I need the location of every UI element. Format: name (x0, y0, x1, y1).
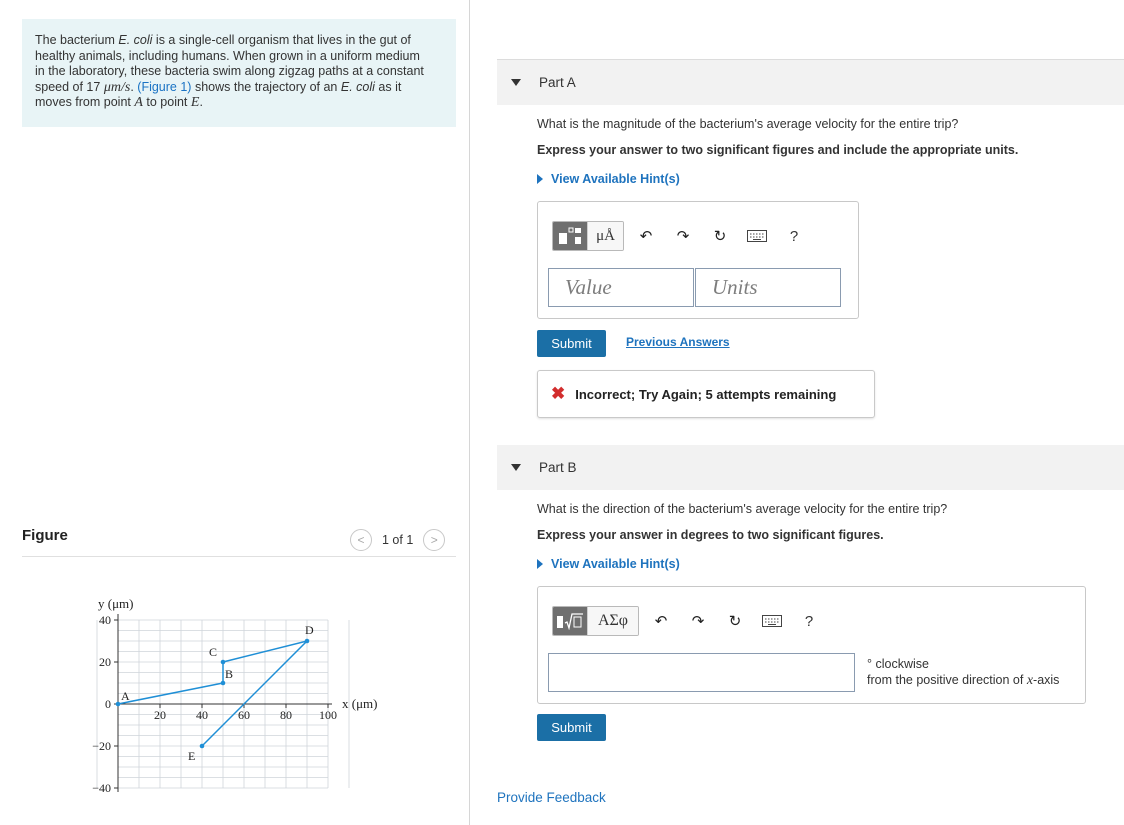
part-a-hint-link[interactable]: View Available Hint(s) (537, 172, 680, 186)
figure-pager (350, 529, 445, 551)
part-b-toolbar (552, 606, 824, 636)
x-tick-label: 80 (280, 708, 292, 722)
part-b-header[interactable] (497, 445, 1124, 490)
part-a-instruction: Express your answer to two significant figures and include the appropriate units. (537, 143, 1019, 157)
prev-figure-button[interactable] (350, 529, 372, 551)
organism-name: E. coli (118, 33, 153, 47)
part-b-submit-button[interactable]: Submit (537, 714, 606, 741)
x-tick-label: 60 (238, 708, 250, 722)
keyboard-icon[interactable] (757, 606, 787, 636)
part-a-question: What is the magnitude of the bacterium's average velocity for the entire trip? (537, 117, 959, 131)
caret-right-icon (537, 174, 543, 184)
provide-feedback-link[interactable]: Provide Feedback (497, 790, 606, 805)
caret-down-icon (511, 79, 521, 86)
intro-line-5: moves from point A to point E. (35, 95, 203, 111)
y-tick-label: 20 (99, 655, 111, 669)
units-symbol-button[interactable]: μÅ (588, 222, 623, 250)
speed-unit: μm/s (103, 79, 131, 95)
feedback-message: Incorrect; Try Again; 5 attempts remaining (575, 386, 837, 402)
value-input[interactable]: Value (548, 268, 694, 307)
chevron-right-icon: > (430, 533, 438, 547)
redo-icon[interactable]: ↷ (676, 228, 690, 245)
trajectory-points (116, 623, 314, 763)
previous-answers-link[interactable]: Previous Answers (626, 335, 730, 349)
part-a-title: Part A (539, 75, 576, 90)
part-b-title: Part B (539, 460, 577, 475)
reset-icon[interactable]: ↻ (713, 228, 727, 245)
caret-right-icon (537, 559, 543, 569)
y-tick-label: 40 (99, 613, 111, 627)
intro-line-2: healthy animals, including humans. When grown in a uniform medium (35, 48, 420, 63)
x-tick-label: 100 (319, 708, 337, 722)
greek-symbols-button[interactable]: ΑΣφ (588, 607, 638, 635)
y-tick-label: 0 (105, 697, 111, 711)
keyboard-icon[interactable] (742, 221, 772, 251)
problem-intro (22, 19, 456, 127)
figure-heading: Figure (22, 527, 68, 544)
point-a-label: A (121, 689, 130, 703)
direction-unit-note (867, 656, 1059, 689)
figure-link[interactable]: (Figure 1) (137, 79, 192, 94)
part-b-instruction: Express your answer in degrees to two significant figures. (537, 528, 884, 542)
part-a-toolbar (552, 221, 809, 251)
x-tick-label: 20 (154, 708, 166, 722)
y-tick-label: −20 (92, 739, 111, 753)
intro-line-3: in the laboratory, these bacteria swim along zigzag paths at a constant (35, 64, 424, 79)
figure-divider (22, 556, 456, 557)
part-b-hint-link[interactable]: View Available Hint(s) (537, 557, 680, 571)
reset-icon[interactable]: ↻ (728, 613, 742, 630)
trajectory-chart (80, 590, 380, 800)
direction-unit-line-1: ° clockwise (867, 657, 929, 671)
help-icon[interactable]: ? (789, 227, 799, 245)
part-a-header[interactable] (497, 60, 1124, 105)
part-a-submit-button[interactable]: Submit (537, 330, 606, 357)
x-tick-labels (154, 708, 337, 722)
figure-count: 1 of 1 (382, 533, 414, 547)
help-icon[interactable]: ? (804, 612, 814, 630)
incorrect-feedback (537, 370, 875, 418)
templates-button[interactable] (553, 222, 588, 250)
error-x-icon: ✖ (551, 384, 566, 403)
point-c-marker (221, 660, 226, 665)
templates-icon (558, 227, 582, 245)
caret-down-icon (511, 464, 521, 471)
point-b-label: B (225, 667, 234, 681)
point-d-label: D (305, 623, 314, 637)
point-e-label: E (188, 749, 196, 763)
direction-input[interactable] (548, 653, 855, 692)
redo-icon[interactable]: ↷ (691, 613, 705, 630)
y-tick-label: −40 (92, 781, 111, 795)
next-figure-button[interactable] (423, 529, 445, 551)
column-divider (469, 0, 470, 825)
direction-unit-line-2: from the positive direction of x-axis (867, 673, 1060, 688)
part-b-question: What is the direction of the bacterium's average velocity for the entire trip? (537, 502, 948, 516)
intro-line-4: speed of 17 μm/s. (Figure 1) shows the trajectory of an E. coli as it (35, 79, 402, 95)
undo-icon[interactable]: ↶ (654, 613, 668, 630)
point-c-label: C (209, 645, 218, 659)
x-tick-label: 40 (196, 708, 208, 722)
intro-line-1: The bacterium E. coli is a single-cell organism that lives in the gut of (35, 33, 411, 47)
point-b-marker (221, 681, 226, 686)
point-a-marker (116, 702, 121, 707)
units-input[interactable]: Units (695, 268, 841, 307)
y-axis-label: y (μm) (98, 596, 134, 611)
part-b-template-group (552, 606, 639, 636)
y-tick-labels (92, 613, 111, 795)
point-d-marker (305, 639, 310, 644)
chevron-left-icon: < (357, 533, 365, 547)
undo-icon[interactable]: ↶ (639, 228, 653, 245)
x-axis-label: x (μm) (342, 696, 378, 711)
sqrt-template-icon (556, 612, 584, 630)
point-e-marker (200, 744, 205, 749)
part-a-template-group (552, 221, 624, 251)
sqrt-template-button[interactable] (553, 607, 588, 635)
